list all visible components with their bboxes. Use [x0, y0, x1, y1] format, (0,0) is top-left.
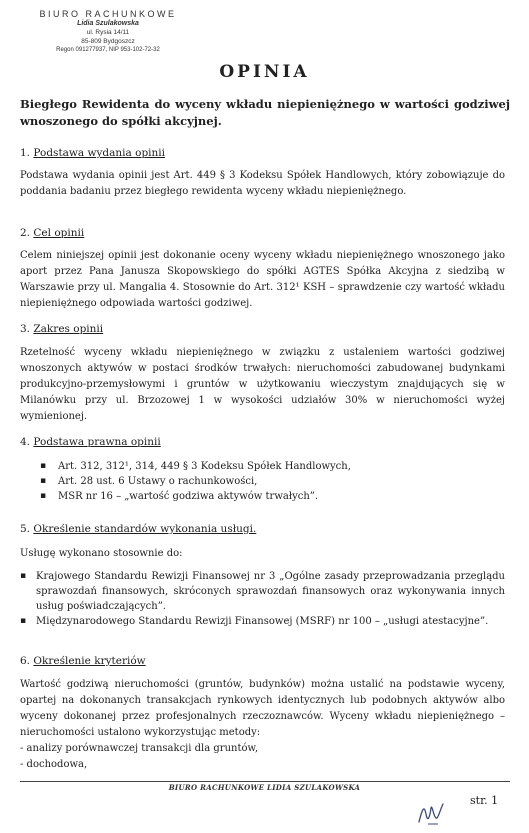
page-number: str. 1: [470, 794, 499, 807]
section-4-list: [40, 459, 505, 504]
section-3-heading: [20, 322, 103, 336]
section-5-list: [20, 569, 505, 629]
section-6-line-1: - analizy porównawczej transakcji dla gruntów,: [20, 743, 259, 754]
section-3-number: 3.: [20, 323, 31, 335]
section-6-line-2: - dochodowa,: [20, 759, 88, 770]
section-5-title: Określenie standardów wykonania usługi.: [33, 523, 257, 535]
section-6-heading: [20, 654, 146, 668]
section-2-number: 2.: [20, 227, 31, 239]
document-subtitle: Biegłego Rewidenta do wyceny wkładu niepieniężnego w wartości godziwej wnoszonego do spółki akcyjnej.: [20, 97, 510, 128]
list-item: ▪ Art. 28 ust. 6 Ustawy o rachunkowości,: [40, 474, 505, 489]
section-5-intro: Usługę wykonano stosownie do:: [20, 548, 183, 559]
section-2-text: Celem niniejszej opinii jest dokonanie oceny wyceny wkładu niepieniężnego wnoszonego jako aport przez Pana Janusza Skopowskiego do spółki AGTES Spółka Akcyjna z siedzibą w Warszawie przy ul. Mangalia 4. Stosownie do Art. 312¹ KSH – sprawdzenie czy wartość wkładu niepieniężnego odpowiada wartości godziwej.: [20, 250, 505, 309]
company-stamp: [28, 10, 188, 55]
section-4-heading: [20, 435, 161, 449]
section-1-text: Podstawa wydania opinii jest Art. 449 § 3 Kodeksu Spółek Handlowych, który zobowiązuje do poddania badaniu przez biegłego rewidenta wyceny wkładu niepieniężnego.: [20, 170, 505, 197]
section-1-heading: [20, 146, 165, 160]
section-6-title: Określenie kryteriów: [33, 655, 146, 667]
section-5-heading: [20, 522, 256, 536]
stamp-line-street: ul. Rysia 14/11: [86, 29, 130, 36]
stamp-line-owner: Lidia Szulakowska: [77, 20, 139, 27]
section-1-number: 1.: [20, 147, 31, 159]
footer-text: BIURO RACHUNKOWE LIDIA SZULAKOWSKA: [168, 783, 361, 792]
section-4-title: Podstawa prawna opinii: [33, 436, 161, 448]
section-6-text: Wartość godziwą nieruchomości (gruntów, budynków) można ustalić na podstawie wyceny, opartej na dokonanych transakcjach rynkowych identycznych lub podobnych aktywów albo wyceny dokonanej przez profesjonalnych rzeczoznawców. Wyceny wkładu niepieniężnego – nieruchomości ustalono wykorzystując metody:: [20, 679, 505, 738]
section-3-title: Zakres opinii: [33, 323, 104, 335]
stamp-line-company: BIURO RACHUNKOWE: [39, 9, 177, 19]
section-3-text: Rzetelność wyceny wkładu niepieniężnego w związku z ustaleniem wartości godziwej wnoszonych aktywów w postaci środków trwałych: nieruchomości zabudowanej budynkami produkcyjno-przemysłowymi i gruntów w użytkowaniu wieczystym znajdujących się w Milanówku przy ul. Brzozowej 1 w wysokości udziałów 30% w nieruchomości wyżej wymienionej.: [20, 347, 505, 422]
signature-mark: [416, 800, 446, 826]
section-1-title: Podstawa wydania opinii: [33, 147, 166, 159]
list-item: ▪ MSR nr 16 – „wartość godziwa aktywów trwałych”.: [40, 489, 505, 504]
stamp-line-city: 85-809 Bydgoszcz: [81, 38, 135, 45]
document-title: OPINIA: [219, 62, 310, 82]
section-2-heading: [20, 226, 84, 240]
list-item: ▪ Międzynarodowego Standardu Rewizji Finansowej (MSRF) nr 100 – „usługi atestacyjne”.: [20, 614, 505, 629]
section-5-number: 5.: [20, 523, 31, 535]
stamp-line-regon: Regon 091277937, NIP 953-102-72-32: [56, 47, 160, 53]
section-2-title: Cel opinii: [33, 227, 85, 239]
footer-divider: [20, 781, 510, 782]
section-4-number: 4.: [20, 436, 31, 448]
list-item: ▪ Krajowego Standardu Rewizji Finansowej nr 3 „Ogólne zasady przeprowadzania przeglądu sprawozdań finansowych, skróconych sprawozdań finansowych oraz wykonywania innych usług poświadczających”.: [20, 569, 505, 614]
section-6-number: 6.: [20, 655, 31, 667]
list-item: ▪ Art. 312, 312¹, 314, 449 § 3 Kodeksu Spółek Handlowych,: [40, 459, 505, 474]
